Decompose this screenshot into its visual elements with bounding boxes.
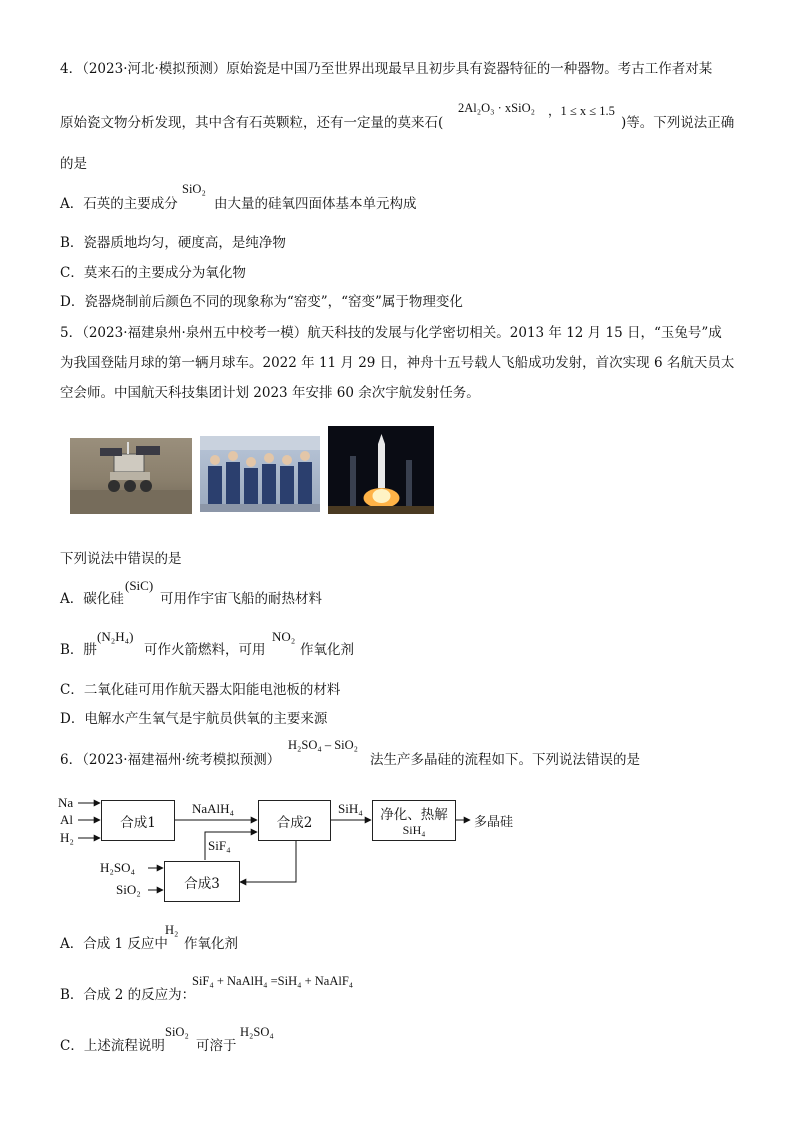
flow-label-sih4: SiH₄: [338, 801, 363, 816]
q6-option-c-formula: SiO₂: [165, 1025, 189, 1039]
q4-mullite-condition: ，1 ≤ x ≤ 1.5: [548, 104, 615, 118]
q5-stem-line2: 为我国登陆月球的第一辆月球车。2022 年 11 月 29 日，神舟十五号载人飞船成功发射，首次实现 6 名航天员太: [60, 355, 735, 371]
q5-option-a-tail: 可用作宇宙飞船的耐热材料: [160, 591, 322, 607]
q5-question-stem: 下列说法中错误的是: [60, 551, 182, 567]
q5-option-b-formula2: NO₂: [272, 629, 296, 644]
q4-option-a-formula: SiO₂: [182, 182, 206, 196]
q6-option-a-formula: H₂: [165, 923, 179, 937]
flow-input-h2so4: H₂SO₄: [100, 860, 136, 875]
flow-input-al: Al: [60, 812, 73, 827]
flow-box-purify-label: 净化、热解: [380, 807, 448, 823]
flow-box-purify-formula: SiH₄: [402, 823, 426, 837]
q4-option-d: D．瓷器烧制前后颜色不同的现象称为“窑变”，“窑变”属于物理变化: [60, 294, 463, 310]
flow-input-h2: H₂: [60, 830, 74, 845]
q4-stem-line2b: )等。下列说法正确: [621, 115, 735, 131]
q6-option-a-text: A．合成 1 反应中: [60, 936, 168, 952]
flow-label-naalh4: NaAlH₄: [192, 801, 235, 816]
q6-stem-pre: 6．（2023·福建福州·统考模拟预测）: [60, 752, 281, 768]
q4-stem-line3: 的是: [60, 156, 87, 172]
q6-option-c-mid: 可溶于: [196, 1038, 237, 1054]
q5-option-b-formula: (N₂H₄): [97, 629, 134, 644]
q4-option-c: C．莫来石的主要成分为氧化物: [60, 265, 246, 281]
q6-option-b-text: B．合成 2 的反应为：: [60, 987, 196, 1003]
flow-input-sio2: SiO₂: [116, 882, 141, 897]
q5-option-a-formula: (SiC): [125, 578, 154, 593]
q6-option-c-formula2: H₂SO₄: [240, 1025, 274, 1039]
q5-option-b-mid: 可作火箭燃料，可用: [144, 642, 266, 658]
q5-option-b-text: B．肼: [60, 642, 97, 658]
q4-mullite-formula: 2Al₂O₃ · xSiO₂: [458, 101, 535, 115]
flow-input-na: Na: [58, 795, 74, 810]
q5-option-c: C．二氧化硅可用作航天器太阳能电池板的材料: [60, 682, 341, 698]
q4-stem-line2a: 原始瓷文物分析发现，其中含有石英颗粒，还有一定量的莫来石(: [60, 115, 444, 131]
flow-box-synthesis3: [164, 861, 240, 902]
flow-product-polysilicon: 多晶硅: [474, 815, 514, 830]
q5-stem-line3: 空会师。中国航天科技集团计划 2023 年安排 60 余次宇航发射任务。: [60, 385, 480, 401]
q6-option-c-text: C．上述流程说明: [60, 1038, 165, 1054]
flow-box-synthesis2: [258, 800, 331, 841]
q6-option-b-formula: SiF₄ + NaAlH₄ =SiH₄ + NaAlF₄: [192, 974, 354, 988]
flow-box-purify-pyrolysis: [372, 800, 456, 841]
q6-stem-formula: H₂SO₄ – SiO₂: [288, 738, 359, 752]
flow-label-sif4: SiF₄: [208, 838, 231, 853]
q4-option-a-tail: 由大量的硅氧四面体基本单元构成: [214, 196, 417, 212]
q5-stem-line1: 5．（2023·福建泉州·泉州五中校考一模）航天科技的发展与化学密切相关。2013 年 12 月 15 日，“玉兔号”成: [60, 325, 722, 341]
q4-stem-line1: 4．（2023·河北·模拟预测）原始瓷是中国乃至世界出现最早且初步具有瓷器特征的一种器物。考古工作者对某: [60, 61, 713, 77]
q5-option-a-text: A．碳化硅: [60, 591, 124, 607]
flow-box-synthesis3-label: 合成3: [184, 875, 220, 892]
flow-box-synthesis1-label: 合成1: [120, 814, 156, 831]
flow-box-synthesis2-label: 合成2: [276, 814, 313, 831]
q5-option-b-tail: 作氧化剂: [300, 642, 354, 658]
q4-option-b: B．瓷器质地均匀，硬度高，是纯净物: [60, 235, 286, 251]
q6-stem-post: 法生产多晶硅的流程如下。下列说法错误的是: [370, 752, 640, 768]
q6-option-a-tail: 作氧化剂: [184, 936, 238, 952]
arrow-box2-to-box4: [240, 840, 296, 882]
flow-box-synthesis1: [101, 800, 175, 841]
q5-option-d: D．电解水产生氧气是宇航员供氧的主要来源: [60, 711, 328, 727]
q4-option-a-text: A．石英的主要成分: [60, 196, 178, 212]
